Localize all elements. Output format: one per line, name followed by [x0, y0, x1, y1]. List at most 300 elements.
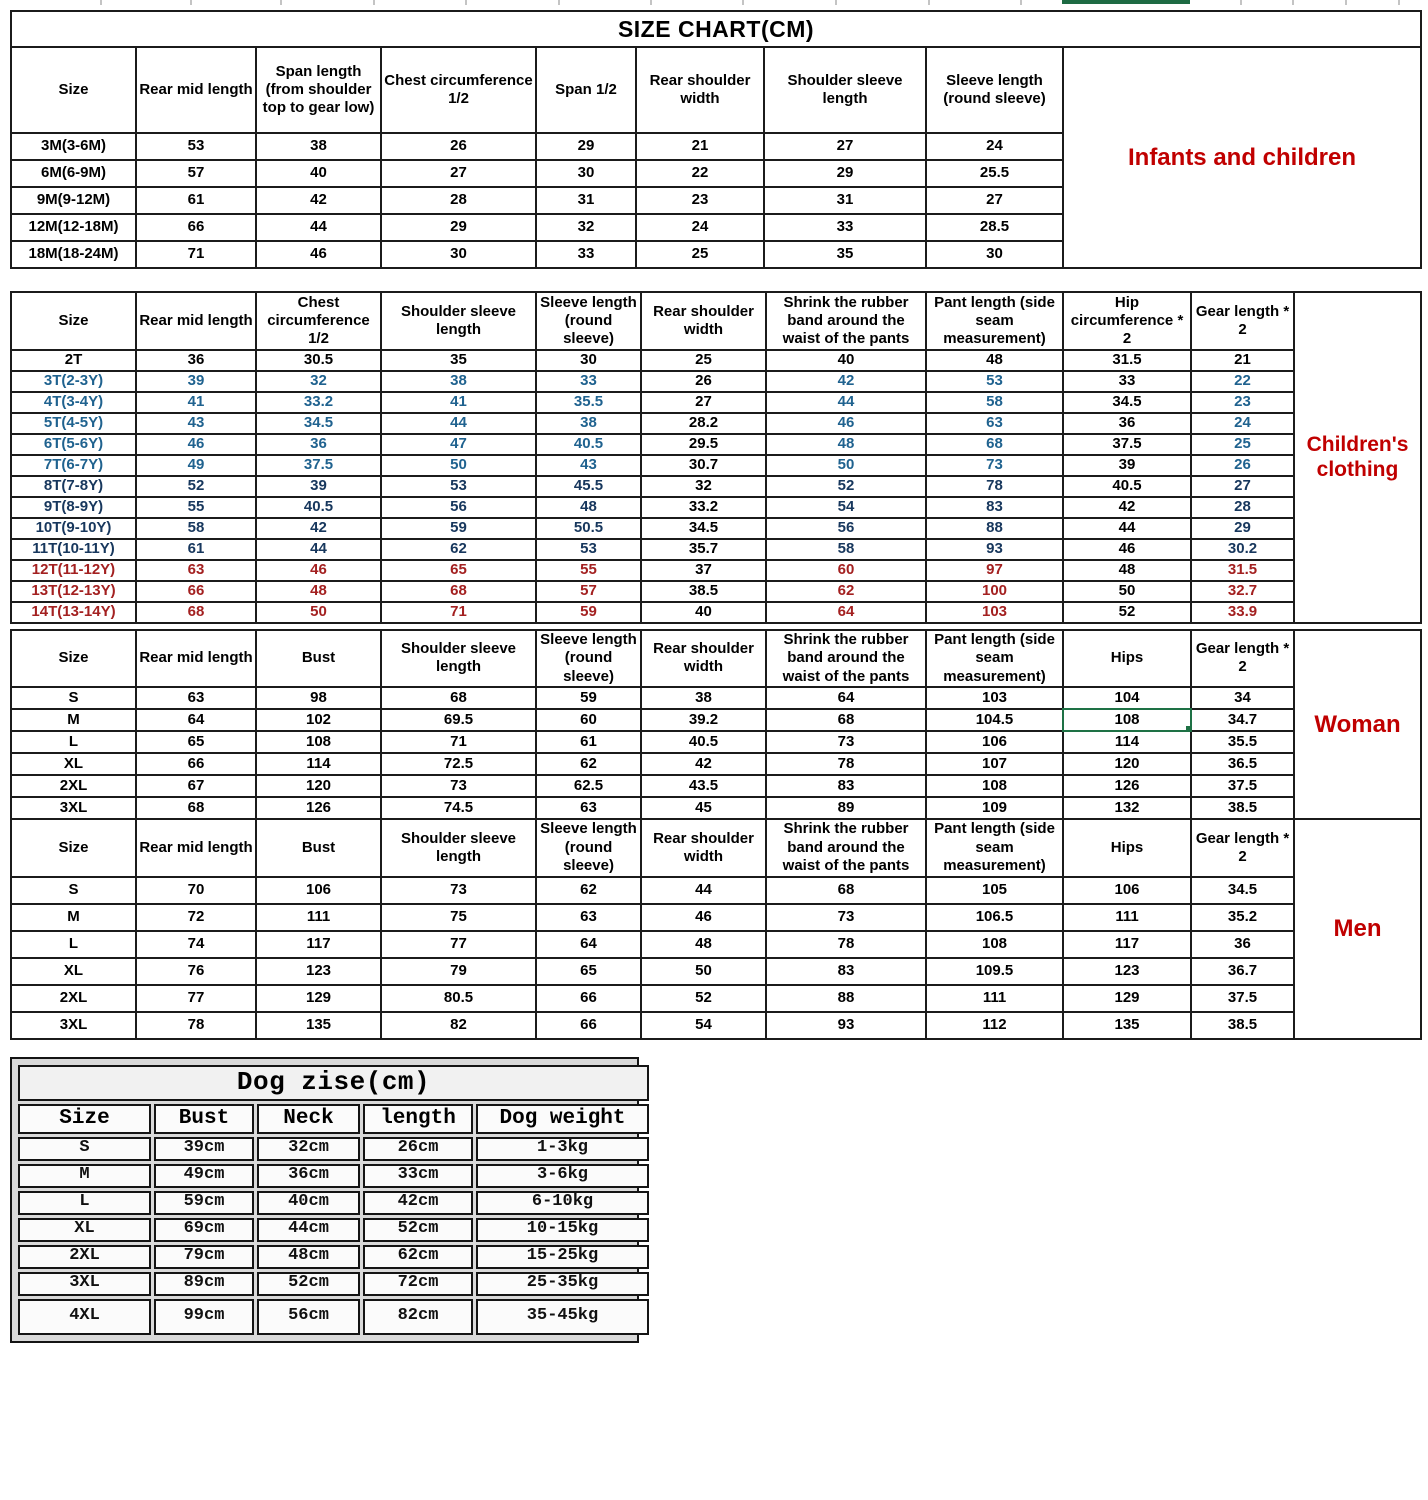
- value-cell: 65: [136, 731, 256, 753]
- value-cell: 35.5: [536, 392, 641, 413]
- column-header: Shoulder sleeve length: [381, 819, 536, 877]
- value-cell: 108: [926, 775, 1063, 797]
- value-cell: 72.5: [381, 753, 536, 775]
- value-cell: 30: [536, 350, 641, 371]
- value-cell: 40.5: [641, 731, 766, 753]
- grid-tick: [100, 0, 102, 5]
- column-header: Shrink the rubber band around the waist of the pants: [766, 819, 926, 877]
- infants-size-table-container: [10, 10, 1428, 269]
- value-cell: 72: [136, 904, 256, 931]
- value-cell: 1-3kg: [476, 1137, 649, 1161]
- value-cell: 46: [256, 241, 381, 268]
- column-header: Rear mid length: [136, 47, 256, 133]
- column-header: Hips: [1063, 630, 1191, 687]
- value-cell: 77: [381, 931, 536, 958]
- size-cell: 5T(4-5Y): [11, 413, 136, 434]
- column-header: Rear shoulder width: [641, 819, 766, 877]
- value-cell: 79cm: [154, 1245, 254, 1269]
- column-header: Pant length (side seam measurement): [926, 819, 1063, 877]
- value-cell: 69cm: [154, 1218, 254, 1242]
- children-size-table: [10, 291, 1422, 624]
- column-header: Shrink the rubber band around the waist of the pants: [766, 630, 926, 687]
- value-cell: 102: [256, 709, 381, 731]
- value-cell: 40.5: [256, 497, 381, 518]
- group-label-line: Infants and children: [1127, 143, 1357, 171]
- value-cell: 49cm: [154, 1164, 254, 1188]
- value-cell: 106.5: [926, 904, 1063, 931]
- value-cell: 56: [381, 497, 536, 518]
- value-cell: 103: [926, 687, 1063, 709]
- value-cell: 44: [256, 214, 381, 241]
- value-cell: 126: [1063, 775, 1191, 797]
- value-cell: 33.2: [641, 497, 766, 518]
- value-cell: 37.5: [1191, 985, 1294, 1012]
- value-cell: 106: [256, 877, 381, 904]
- value-cell: 35: [381, 350, 536, 371]
- value-cell: 57: [536, 581, 641, 602]
- column-header: Span 1/2: [536, 47, 636, 133]
- column-header: Pant length (side seam measurement): [926, 292, 1063, 350]
- value-cell: 29: [381, 214, 536, 241]
- value-cell: 34.5: [641, 518, 766, 539]
- value-cell: 27: [926, 187, 1063, 214]
- infants-size-table: [10, 10, 1422, 269]
- value-cell: 83: [926, 497, 1063, 518]
- value-cell: 22: [636, 160, 764, 187]
- value-cell: 63: [926, 413, 1063, 434]
- column-header: Sleeve length (round sleeve): [536, 630, 641, 687]
- value-cell: 44: [256, 539, 381, 560]
- value-cell: 37.5: [1191, 775, 1294, 797]
- woman-size-table: [10, 629, 1422, 820]
- column-header: Chest circumference 1/2: [256, 292, 381, 350]
- size-cell: 13T(12-13Y): [11, 581, 136, 602]
- value-cell: 39.2: [641, 709, 766, 731]
- men-size-table-container: [10, 818, 1428, 1040]
- value-cell: 61: [136, 539, 256, 560]
- size-cell: 10T(9-10Y): [11, 518, 136, 539]
- value-cell: 63: [136, 560, 256, 581]
- column-header: length: [363, 1104, 473, 1134]
- value-cell: 25: [641, 350, 766, 371]
- column-header: Size: [11, 292, 136, 350]
- value-cell: 46: [1063, 539, 1191, 560]
- table-title: SIZE CHART(CM): [11, 11, 1421, 47]
- value-cell: 37.5: [1063, 434, 1191, 455]
- value-cell: 62.5: [536, 775, 641, 797]
- grid-tick: [465, 0, 467, 5]
- value-cell: 61: [536, 731, 641, 753]
- value-cell: 48: [256, 581, 381, 602]
- value-cell: 97: [926, 560, 1063, 581]
- value-cell: 52: [136, 476, 256, 497]
- column-header: Rear mid length: [136, 630, 256, 687]
- value-cell: 73: [381, 877, 536, 904]
- value-cell: 52: [766, 476, 926, 497]
- value-cell: 71: [381, 731, 536, 753]
- column-header: Rear mid length: [136, 819, 256, 877]
- value-cell: 32: [641, 476, 766, 497]
- size-cell: 3XL: [18, 1272, 151, 1296]
- selected-cell[interactable]: 108: [1063, 709, 1191, 731]
- value-cell: 35.2: [1191, 904, 1294, 931]
- value-cell: 27: [381, 160, 536, 187]
- value-cell: 73: [926, 455, 1063, 476]
- value-cell: 34.5: [256, 413, 381, 434]
- value-cell: 31.5: [1191, 560, 1294, 581]
- value-cell: 42: [766, 371, 926, 392]
- size-cell: 4XL: [18, 1299, 151, 1335]
- size-cell: 9T(8-9Y): [11, 497, 136, 518]
- value-cell: 79: [381, 958, 536, 985]
- value-cell: 48: [926, 350, 1063, 371]
- value-cell: 59cm: [154, 1191, 254, 1215]
- value-cell: 25.5: [926, 160, 1063, 187]
- column-header: Size: [11, 630, 136, 687]
- value-cell: 54: [641, 1012, 766, 1039]
- size-cell: XL: [18, 1218, 151, 1242]
- value-cell: 31.5: [1063, 350, 1191, 371]
- value-cell: 46: [136, 434, 256, 455]
- value-cell: 59: [381, 518, 536, 539]
- dog-size-table: [15, 1062, 652, 1338]
- size-cell: M: [11, 904, 136, 931]
- value-cell: 40cm: [257, 1191, 360, 1215]
- value-cell: 64: [536, 931, 641, 958]
- value-cell: 39cm: [154, 1137, 254, 1161]
- value-cell: 38: [536, 413, 641, 434]
- value-cell: 36.5: [1191, 753, 1294, 775]
- value-cell: 82cm: [363, 1299, 473, 1335]
- value-cell: 46: [766, 413, 926, 434]
- column-header: Bust: [256, 630, 381, 687]
- grid-tick: [742, 0, 744, 5]
- value-cell: 58: [766, 539, 926, 560]
- value-cell: 50: [1063, 581, 1191, 602]
- value-cell: 83: [766, 775, 926, 797]
- value-cell: 62: [766, 581, 926, 602]
- value-cell: 80.5: [381, 985, 536, 1012]
- size-cell: XL: [11, 753, 136, 775]
- value-cell: 44: [1063, 518, 1191, 539]
- size-cell: L: [11, 931, 136, 958]
- value-cell: 40: [256, 160, 381, 187]
- value-cell: 40: [641, 602, 766, 623]
- value-cell: 129: [256, 985, 381, 1012]
- value-cell: 111: [256, 904, 381, 931]
- value-cell: 117: [256, 931, 381, 958]
- value-cell: 57: [136, 160, 256, 187]
- value-cell: 34.5: [1063, 392, 1191, 413]
- value-cell: 93: [926, 539, 1063, 560]
- group-label-line: Men: [1333, 915, 1382, 943]
- size-cell: 18M(18-24M): [11, 241, 136, 268]
- value-cell: 53: [926, 371, 1063, 392]
- value-cell: 36.7: [1191, 958, 1294, 985]
- size-cell: 2XL: [11, 985, 136, 1012]
- value-cell: 30: [536, 160, 636, 187]
- value-cell: 44: [641, 877, 766, 904]
- column-header: Shrink the rubber band around the waist of the pants: [766, 292, 926, 350]
- column-header: Shoulder sleeve length: [381, 292, 536, 350]
- size-cell: 12T(11-12Y): [11, 560, 136, 581]
- value-cell: 63: [136, 687, 256, 709]
- value-cell: 41: [381, 392, 536, 413]
- value-cell: 78: [136, 1012, 256, 1039]
- value-cell: 117: [1063, 931, 1191, 958]
- value-cell: 52cm: [363, 1218, 473, 1242]
- size-cell: 7T(6-7Y): [11, 455, 136, 476]
- value-cell: 58: [136, 518, 256, 539]
- value-cell: 48: [766, 434, 926, 455]
- value-cell: 26: [641, 371, 766, 392]
- value-cell: 107: [926, 753, 1063, 775]
- value-cell: 109.5: [926, 958, 1063, 985]
- value-cell: 89cm: [154, 1272, 254, 1296]
- value-cell: 73: [766, 904, 926, 931]
- value-cell: 111: [1063, 904, 1191, 931]
- value-cell: 38.5: [1191, 1012, 1294, 1039]
- value-cell: 33: [536, 241, 636, 268]
- group-label: [1063, 47, 1421, 268]
- value-cell: 120: [256, 775, 381, 797]
- value-cell: 28: [1191, 497, 1294, 518]
- value-cell: 42: [641, 753, 766, 775]
- value-cell: 48: [1063, 560, 1191, 581]
- value-cell: 32: [536, 214, 636, 241]
- value-cell: 41: [136, 392, 256, 413]
- grid-tick: [1398, 0, 1400, 5]
- value-cell: 66: [136, 581, 256, 602]
- value-cell: 108: [256, 731, 381, 753]
- value-cell: 77: [136, 985, 256, 1012]
- grid-tick: [1345, 0, 1347, 5]
- value-cell: 82: [381, 1012, 536, 1039]
- column-header: Span length (from shoulder top to gear low): [256, 47, 381, 133]
- value-cell: 33cm: [363, 1164, 473, 1188]
- value-cell: 105: [926, 877, 1063, 904]
- size-cell: 12M(12-18M): [11, 214, 136, 241]
- value-cell: 52cm: [257, 1272, 360, 1296]
- value-cell: 25: [636, 241, 764, 268]
- column-header: Size: [11, 819, 136, 877]
- grid-tick: [373, 0, 375, 5]
- value-cell: 68: [766, 709, 926, 731]
- size-cell: 3XL: [11, 797, 136, 819]
- value-cell: 89: [766, 797, 926, 819]
- group-label: [1294, 292, 1421, 623]
- value-cell: 52: [1063, 602, 1191, 623]
- value-cell: 68: [136, 797, 256, 819]
- value-cell: 25: [1191, 434, 1294, 455]
- value-cell: 68: [136, 602, 256, 623]
- value-cell: 106: [926, 731, 1063, 753]
- value-cell: 38: [641, 687, 766, 709]
- value-cell: 55: [536, 560, 641, 581]
- column-header: Rear shoulder width: [641, 292, 766, 350]
- grid-tick: [558, 0, 560, 5]
- value-cell: 26cm: [363, 1137, 473, 1161]
- size-cell: 6T(5-6Y): [11, 434, 136, 455]
- value-cell: 23: [636, 187, 764, 214]
- value-cell: 25-35kg: [476, 1272, 649, 1296]
- value-cell: 100: [926, 581, 1063, 602]
- woman-size-table-container: [10, 629, 1428, 820]
- size-cell: M: [11, 709, 136, 731]
- column-header: Chest circumference 1/2: [381, 47, 536, 133]
- size-cell: S: [11, 877, 136, 904]
- value-cell: 27: [1191, 476, 1294, 497]
- value-cell: 123: [256, 958, 381, 985]
- value-cell: 67: [136, 775, 256, 797]
- value-cell: 40: [766, 350, 926, 371]
- value-cell: 129: [1063, 985, 1191, 1012]
- value-cell: 28: [381, 187, 536, 214]
- value-cell: 65: [381, 560, 536, 581]
- column-header: Pant length (side seam measurement): [926, 630, 1063, 687]
- value-cell: 50: [381, 455, 536, 476]
- value-cell: 34.7: [1191, 709, 1294, 731]
- value-cell: 21: [636, 133, 764, 160]
- value-cell: 29: [536, 133, 636, 160]
- children-size-table-container: [10, 291, 1428, 624]
- size-cell: 3M(3-6M): [11, 133, 136, 160]
- size-cell: M: [18, 1164, 151, 1188]
- value-cell: 33: [536, 371, 641, 392]
- value-cell: 58: [926, 392, 1063, 413]
- grid-tick: [1240, 0, 1242, 5]
- value-cell: 29: [764, 160, 926, 187]
- value-cell: 26: [1191, 455, 1294, 476]
- value-cell: 111: [926, 985, 1063, 1012]
- value-cell: 98: [256, 687, 381, 709]
- value-cell: 45.5: [536, 476, 641, 497]
- value-cell: 71: [136, 241, 256, 268]
- value-cell: 93: [766, 1012, 926, 1039]
- value-cell: 42: [1063, 497, 1191, 518]
- column-header: Gear length * 2: [1191, 819, 1294, 877]
- value-cell: 59: [536, 602, 641, 623]
- value-cell: 53: [381, 476, 536, 497]
- dog-size-table-container: [15, 1062, 634, 1338]
- grid-tick: [928, 0, 930, 5]
- value-cell: 39: [1063, 455, 1191, 476]
- column-header: Shoulder sleeve length: [764, 47, 926, 133]
- value-cell: 63: [536, 797, 641, 819]
- value-cell: 54: [766, 497, 926, 518]
- value-cell: 88: [926, 518, 1063, 539]
- value-cell: 50.5: [536, 518, 641, 539]
- value-cell: 68: [926, 434, 1063, 455]
- column-header: Sleeve length (round sleeve): [536, 292, 641, 350]
- column-header: Shoulder sleeve length: [381, 630, 536, 687]
- value-cell: 66: [536, 1012, 641, 1039]
- value-cell: 72cm: [363, 1272, 473, 1296]
- value-cell: 38: [381, 371, 536, 392]
- value-cell: 46: [641, 904, 766, 931]
- value-cell: 43.5: [641, 775, 766, 797]
- column-header: Hips: [1063, 819, 1191, 877]
- size-cell: 2T: [11, 350, 136, 371]
- value-cell: 31: [536, 187, 636, 214]
- value-cell: 23: [1191, 392, 1294, 413]
- value-cell: 69.5: [381, 709, 536, 731]
- value-cell: 37.5: [256, 455, 381, 476]
- value-cell: 36: [136, 350, 256, 371]
- value-cell: 15-25kg: [476, 1245, 649, 1269]
- value-cell: 62: [536, 753, 641, 775]
- grid-tick: [835, 0, 837, 5]
- value-cell: 33: [1063, 371, 1191, 392]
- size-cell: 8T(7-8Y): [11, 476, 136, 497]
- value-cell: 28.5: [926, 214, 1063, 241]
- value-cell: 32: [256, 371, 381, 392]
- column-header: Neck: [257, 1104, 360, 1134]
- value-cell: 66: [136, 753, 256, 775]
- value-cell: 28.2: [641, 413, 766, 434]
- grid-tick: [280, 0, 282, 5]
- value-cell: 35.7: [641, 539, 766, 560]
- value-cell: 33.9: [1191, 602, 1294, 623]
- value-cell: 99cm: [154, 1299, 254, 1335]
- value-cell: 66: [136, 214, 256, 241]
- value-cell: 75: [381, 904, 536, 931]
- value-cell: 56cm: [257, 1299, 360, 1335]
- value-cell: 64: [136, 709, 256, 731]
- size-cell: L: [18, 1191, 151, 1215]
- value-cell: 42cm: [363, 1191, 473, 1215]
- value-cell: 31: [764, 187, 926, 214]
- value-cell: 60: [766, 560, 926, 581]
- value-cell: 34.5: [1191, 877, 1294, 904]
- value-cell: 38.5: [1191, 797, 1294, 819]
- value-cell: 50: [641, 958, 766, 985]
- grid-tick: [1292, 0, 1294, 5]
- column-header: Gear length * 2: [1191, 292, 1294, 350]
- size-cell: 4T(3-4Y): [11, 392, 136, 413]
- value-cell: 73: [381, 775, 536, 797]
- value-cell: 74: [136, 931, 256, 958]
- value-cell: 135: [1063, 1012, 1191, 1039]
- value-cell: 47: [381, 434, 536, 455]
- size-cell: 14T(13-14Y): [11, 602, 136, 623]
- value-cell: 71: [381, 602, 536, 623]
- value-cell: 32cm: [257, 1137, 360, 1161]
- value-cell: 70: [136, 877, 256, 904]
- value-cell: 36cm: [257, 1164, 360, 1188]
- value-cell: 64: [766, 602, 926, 623]
- value-cell: 59: [536, 687, 641, 709]
- value-cell: 52: [641, 985, 766, 1012]
- size-cell: 2XL: [11, 775, 136, 797]
- value-cell: 30.5: [256, 350, 381, 371]
- column-header: Sleeve length (round sleeve): [926, 47, 1063, 133]
- value-cell: 35-45kg: [476, 1299, 649, 1335]
- value-cell: 21: [1191, 350, 1294, 371]
- group-label-line: Children's: [1306, 433, 1409, 457]
- column-header: Gear length * 2: [1191, 630, 1294, 687]
- value-cell: 56: [766, 518, 926, 539]
- value-cell: 76: [136, 958, 256, 985]
- value-cell: 50: [766, 455, 926, 476]
- value-cell: 43: [536, 455, 641, 476]
- value-cell: 68: [381, 687, 536, 709]
- value-cell: 120: [1063, 753, 1191, 775]
- value-cell: 48: [641, 931, 766, 958]
- value-cell: 63: [536, 904, 641, 931]
- value-cell: 106: [1063, 877, 1191, 904]
- group-label-line: clothing: [1316, 457, 1399, 481]
